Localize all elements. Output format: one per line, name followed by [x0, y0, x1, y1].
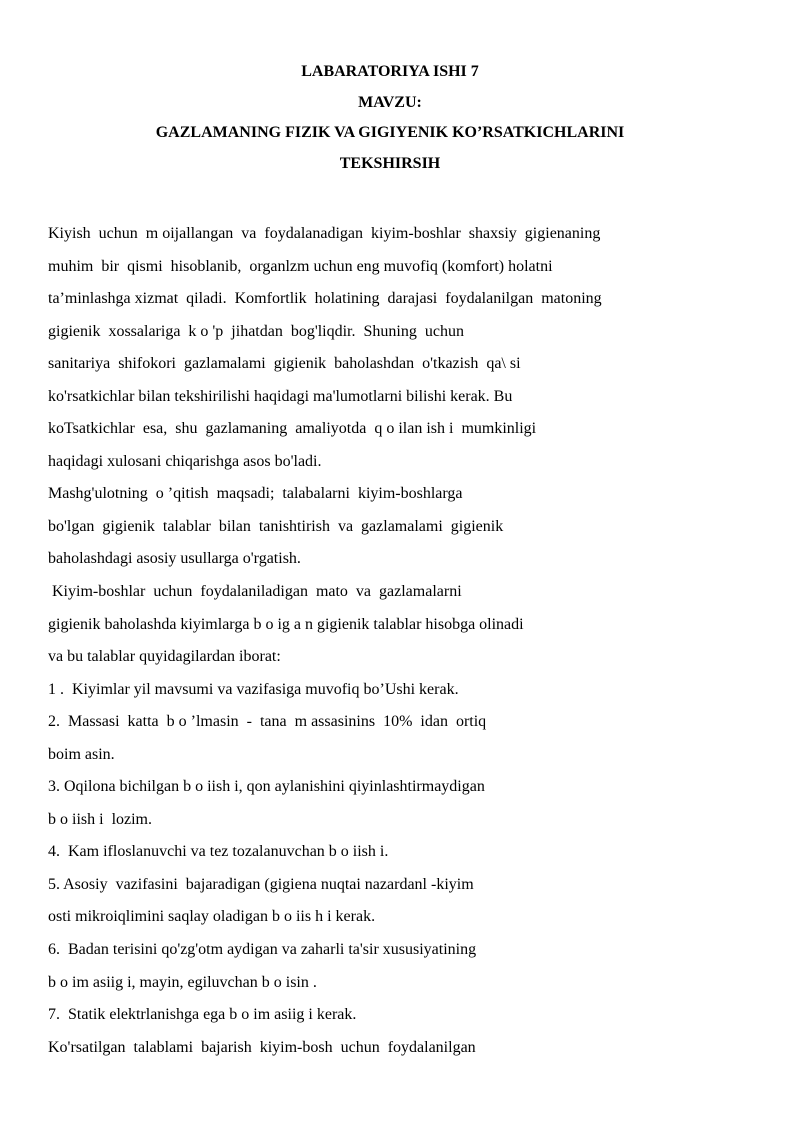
body-line: sanitariya shifokori gazlamalami gigienik baholashdan o'tkazish qa\ si	[48, 355, 521, 373]
list-item-continuation: boim asin.	[48, 745, 115, 763]
list-item: 1 . Kiyimlar yil mavsumi va vazifasiga muvofiq bo’Ushi kerak.	[48, 680, 459, 698]
body-line: baholashdagi asosiy usullarga o'rgatish.	[48, 550, 301, 568]
body-line: Kiyim-boshlar uchun foydalaniladigan mato va gazlamalarni	[48, 583, 462, 601]
body-line: gigienik baholashda kiyimlarga b o ig a n gigienik talablar hisobga olinadi	[48, 615, 524, 633]
body-line: va bu talablar quyidagilardan iborat:	[48, 648, 281, 666]
list-item: 4. Kam ifloslanuvchi va tez tozalanuvchan b o iish i.	[48, 843, 389, 861]
list-item: 2. Massasi katta b o ’lmasin - tana m assasinins 10% idan ortiq	[48, 713, 487, 731]
body-line: bo'lgan gigienik talablar bilan tanishtirish va gazlamalami gigienik	[48, 517, 504, 535]
list-item: 6. Badan terisini qo'zg'otm aydigan va zaharli ta'sir xususiyatining	[48, 941, 477, 959]
lab-title: LABARATORIYA ISHI 7	[301, 63, 479, 80]
body-line: haqidagi xulosani chiqarishga asos bo'ladi.	[48, 452, 322, 470]
topic-label: MAVZU:	[358, 93, 422, 111]
list-item-continuation: b o im asiig i, mayin, egiluvchan b o isin .	[48, 973, 317, 991]
list-item: 5. Asosiy vazifasini bajaradigan (gigiena nuqtai nazardanl -kiyim	[48, 875, 474, 893]
list-item: 7. Statik elektrlanishga ega b o im asiig i kerak.	[48, 1006, 357, 1024]
body-line: gigienik xossalariga k o 'p jihatdan bog'liqdir. Shuning uchun	[48, 322, 464, 340]
document-body	[48, 218, 768, 1064]
topic-title-line-1: GAZLAMANING FIZIK VA GIGIYENIK KO’RSATKICHLARINI	[155, 124, 625, 141]
topic-title-line-2: TEKSHIRSIH	[339, 154, 441, 172]
body-line: ko'rsatkichlar bilan tekshirilishi haqidagi ma'lumotlarni bilishi kerak. Bu	[48, 387, 513, 405]
body-line: ta’minlashga xizmat qiladi. Komfortlik holatining darajasi foydalanilgan matoning	[48, 290, 602, 308]
list-item-continuation: b o iish i lozim.	[48, 810, 152, 828]
body-line: Kiyish uchun m oijallangan va foydalanadigan kiyim-boshlar shaxsiy gigienaning	[48, 225, 601, 242]
document-heading	[0, 57, 780, 179]
body-line: koTsatkichlar esa, shu gazlamaning amaliyotda q o ilan ish i mumkinligi	[48, 420, 537, 438]
body-line: Mashg'ulotning o ’qitish maqsadi; talabalarni kiyim-boshlarga	[48, 485, 463, 503]
body-line: muhim bir qismi hisoblanib, organlzm uchun eng muvofiq (komfort) holatni	[48, 257, 553, 275]
list-item: 3. Oqilona bichilgan b o iish i, qon aylanishini qiyinlashtirmaydigan	[48, 778, 485, 796]
body-line: Ko'rsatilgan talablami bajarish kiyim-bosh uchun foydalanilgan	[48, 1038, 476, 1056]
list-item-continuation: osti mikroiqlimini saqlay oladigan b o iis h i kerak.	[48, 908, 376, 926]
